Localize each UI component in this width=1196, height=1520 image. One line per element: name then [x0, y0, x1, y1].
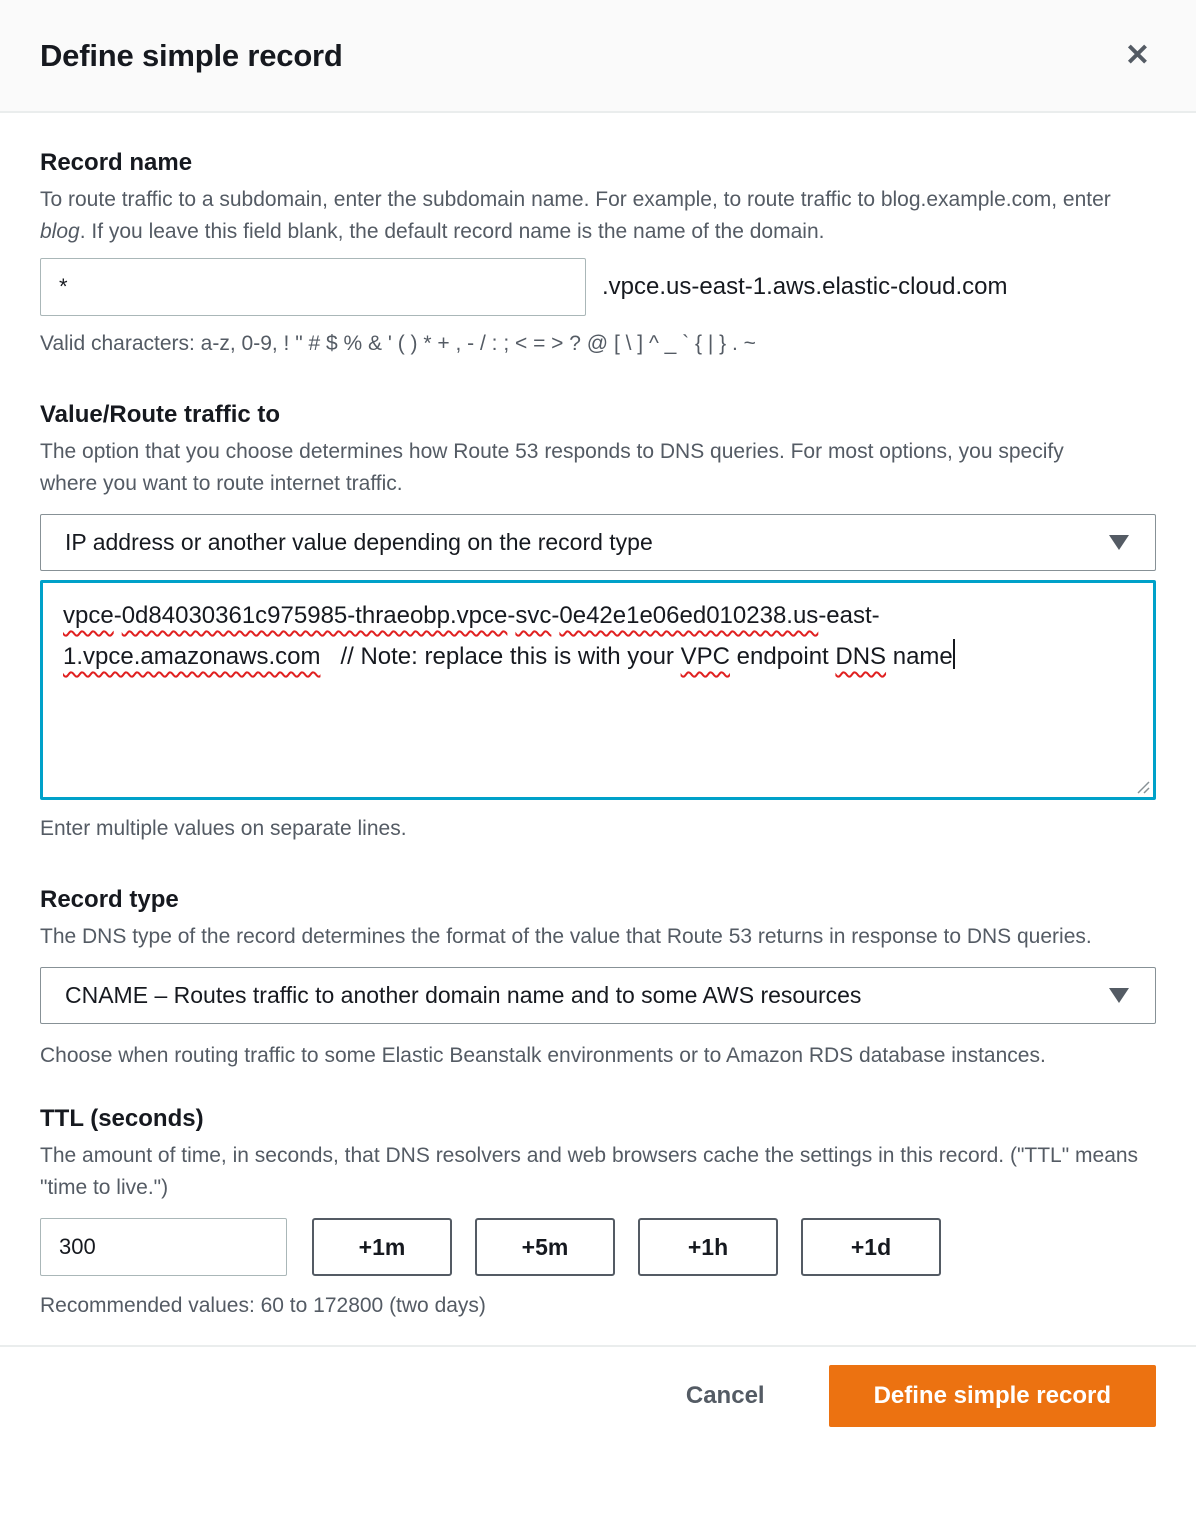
- value-token: svc: [515, 602, 552, 629]
- modal-header: [0, 0, 1196, 113]
- value-token: endpoint: [729, 643, 836, 670]
- record-type-hint: Choose when routing traffic to some Elastic Beanstalk environments or to Amazon RDS database instances.: [40, 1044, 1046, 1067]
- value-token: -: [507, 602, 516, 629]
- define-simple-record-button[interactable]: Define simple record: [829, 1365, 1156, 1427]
- value-token: DNS: [835, 643, 887, 670]
- value-token: 1.vpce.amazonaws.com: [63, 643, 321, 670]
- record-name-label: Record name: [40, 149, 193, 176]
- dropdown-caret-icon: [1109, 535, 1129, 550]
- close-icon: ✕: [1124, 38, 1150, 72]
- ttl-row: [40, 1218, 1156, 1276]
- valid-characters-hint: Valid characters: a-z, 0-9, ! " # $ % & ' ( ) * + , - / : ; < = > ? @ [ \ ] ^ _ ` { | } . ~: [40, 332, 756, 355]
- record-name-input[interactable]: [40, 258, 586, 316]
- record-type-description: The DNS type of the record determines the format of the value that Route 53 returns in response to DNS queries.: [40, 925, 1092, 948]
- ttl-add-1h-button[interactable]: +1h: [638, 1218, 778, 1276]
- ttl-input[interactable]: [40, 1218, 287, 1276]
- value-token: -east-: [818, 602, 880, 629]
- record-type-selected-option: CNAME – Routes traffic to another domain name and to some AWS resources: [65, 982, 862, 1008]
- record-name-description-text-after: . If you leave this field blank, the default record name is the name of the domain.: [79, 220, 825, 243]
- value-route-description: The option that you choose determines how Route 53 responds to DNS queries. For most options, you specify where you want to route internet traffic.: [40, 440, 1064, 495]
- ttl-label: TTL (seconds): [40, 1105, 204, 1132]
- multiple-values-hint: Enter multiple values on separate lines.: [40, 817, 407, 840]
- value-token: name: [886, 643, 953, 670]
- close-button[interactable]: [1121, 37, 1154, 75]
- record-name-row: [40, 258, 1156, 316]
- value-token: 0d84030361c975985-thraeobp.vpce: [121, 602, 508, 629]
- value-token: 0e42e1e06ed010238.us: [559, 602, 819, 629]
- text-cursor: [953, 639, 955, 669]
- ttl-section: [40, 1105, 1156, 1321]
- ttl-add-5m-button[interactable]: +5m: [475, 1218, 615, 1276]
- value-token: -: [113, 602, 122, 629]
- ttl-add-1m-button[interactable]: +1m: [312, 1218, 452, 1276]
- value-token: VPC: [680, 643, 730, 670]
- value-route-selected-option: IP address or another value depending on the record type: [65, 529, 653, 555]
- value-route-select[interactable]: [40, 514, 1156, 571]
- record-name-description-italic: blog: [40, 220, 80, 243]
- record-type-select[interactable]: [40, 967, 1156, 1024]
- ttl-recommended-hint: Recommended values: 60 to 172800 (two days): [40, 1294, 486, 1317]
- cancel-button[interactable]: Cancel: [685, 1382, 765, 1409]
- value-route-label: Value/Route traffic to: [40, 401, 281, 428]
- domain-suffix: .vpce.us-east-1.aws.elastic-cloud.com: [602, 273, 1008, 300]
- dropdown-caret-icon: [1109, 988, 1129, 1003]
- record-name-description-text: To route traffic to a subdomain, enter the subdomain name. For example, to route traffic to blog.example.com, enter: [40, 188, 1111, 211]
- modal-body: [0, 149, 1196, 1321]
- record-type-label: Record type: [40, 886, 179, 913]
- value-token: // Note: replace this is with your: [320, 643, 681, 670]
- value-textarea[interactable]: [40, 580, 1156, 800]
- record-name-description: [40, 184, 1156, 248]
- value-route-section: [40, 401, 1156, 844]
- record-type-section: [40, 886, 1156, 1071]
- modal-title: Define simple record: [40, 37, 343, 73]
- record-name-section: [40, 149, 1156, 359]
- resize-handle-icon[interactable]: [1134, 778, 1150, 794]
- modal-footer: [0, 1345, 1196, 1427]
- ttl-add-1d-button[interactable]: +1d: [801, 1218, 941, 1276]
- value-token: vpce: [63, 602, 114, 629]
- value-token: -: [551, 602, 560, 629]
- ttl-description: The amount of time, in seconds, that DNS resolvers and web browsers cache the settings in this record. ("TTL" means "time to live."): [40, 1144, 1139, 1199]
